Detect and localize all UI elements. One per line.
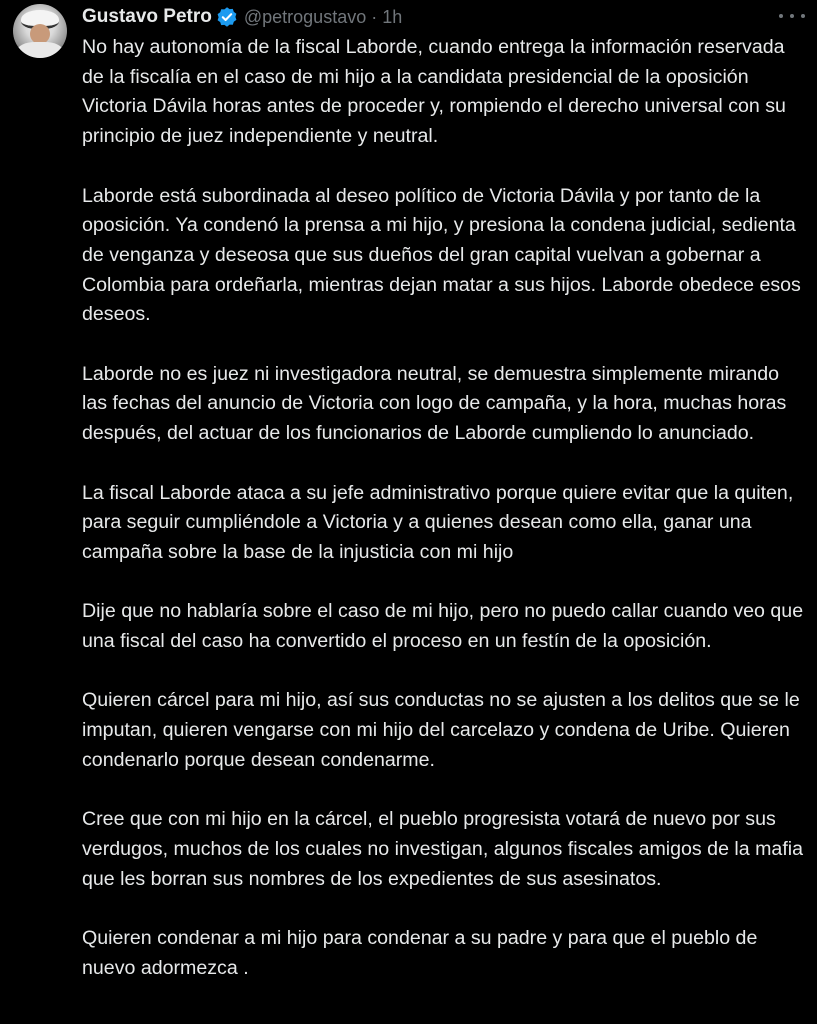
- header-separator: ·: [371, 6, 378, 27]
- tweet-paragraph-2: Laborde está subordinada al deseo político de Victoria Dávila y por tanto de la oposición. Ya condenó la prensa a mi hijo, y presiona la condena judicial, sedienta de venganza y deseosa que sus dueños del gran capital vuelvan a gobernar a Colombia para ordeñarla, mientras dejan matar a sus hijos. Laborde obedece esos deseos.: [82, 184, 801, 326]
- more-dot: [779, 14, 783, 18]
- tweet-timestamp[interactable]: 1h: [382, 6, 403, 27]
- avatar[interactable]: [13, 4, 67, 58]
- author-handle[interactable]: @petrogustavo: [243, 6, 367, 27]
- tweet-paragraph-1: No hay autonomía de la fiscal Laborde, cuando entrega la información reservada de la fiscalía en el caso de mi hijo a la candidata presidencial de la oposición Victoria Dávila horas antes de proceder y, rompiendo el derecho universal con su principio de juez independiente y neutral.: [82, 36, 786, 148]
- tweet-paragraph-7: Cree que con mi hijo en la cárcel, el pueblo progresista votará de nuevo por sus verdugos, muchos de los cuales no investigan, algunos fiscales amigos de la mafia que les borran sus nombres de los expedientes de sus asesinatos.: [82, 808, 804, 890]
- verified-badge-icon: [216, 6, 238, 28]
- tweet-paragraph-6: Quieren cárcel para mi hijo, así sus conductas no se ajusten a los delitos que se le imputan, quieren vengarse con mi hijo del carcelazo y condena de Uribe. Quieren condenarlo porque desean condenarme.: [82, 689, 800, 771]
- more-dot: [801, 14, 805, 18]
- avatar-face-shape: [30, 24, 50, 44]
- tweet-header: [82, 4, 402, 30]
- tweet-paragraph-8: Quieren condenar a mi hijo para condenar a su padre y para que el pueblo de nuevo adormezca .: [82, 926, 758, 979]
- tweet-paragraph-5: Dije que no hablaría sobre el caso de mi hijo, pero no puedo callar cuando veo que una fiscal del caso ha convertido el proceso en un festín de la oposición.: [82, 600, 804, 652]
- tweet-paragraph-3: Laborde no es juez ni investigadora neutral, se demuestra simplemente mirando las fechas del anuncio de Victoria con logo de campaña, y la hora, muchas horas después, del actuar de los funcionarios de Laborde cumpliendo lo anunciado.: [82, 362, 787, 445]
- more-options-icon[interactable]: [779, 6, 805, 26]
- avatar-shirt-shape: [17, 42, 63, 58]
- tweet-paragraph-4: La fiscal Laborde ataca a su jefe administrativo porque quiere evitar que la quiten, para seguir cumpliéndole a Victoria y a quienes desean como ella, ganar una campaña sobre la base de la injusticia con mi hijo: [82, 481, 794, 563]
- more-dot: [790, 14, 794, 18]
- author-display-name[interactable]: Gustavo Petro: [82, 6, 212, 27]
- tweet-text: [82, 33, 808, 983]
